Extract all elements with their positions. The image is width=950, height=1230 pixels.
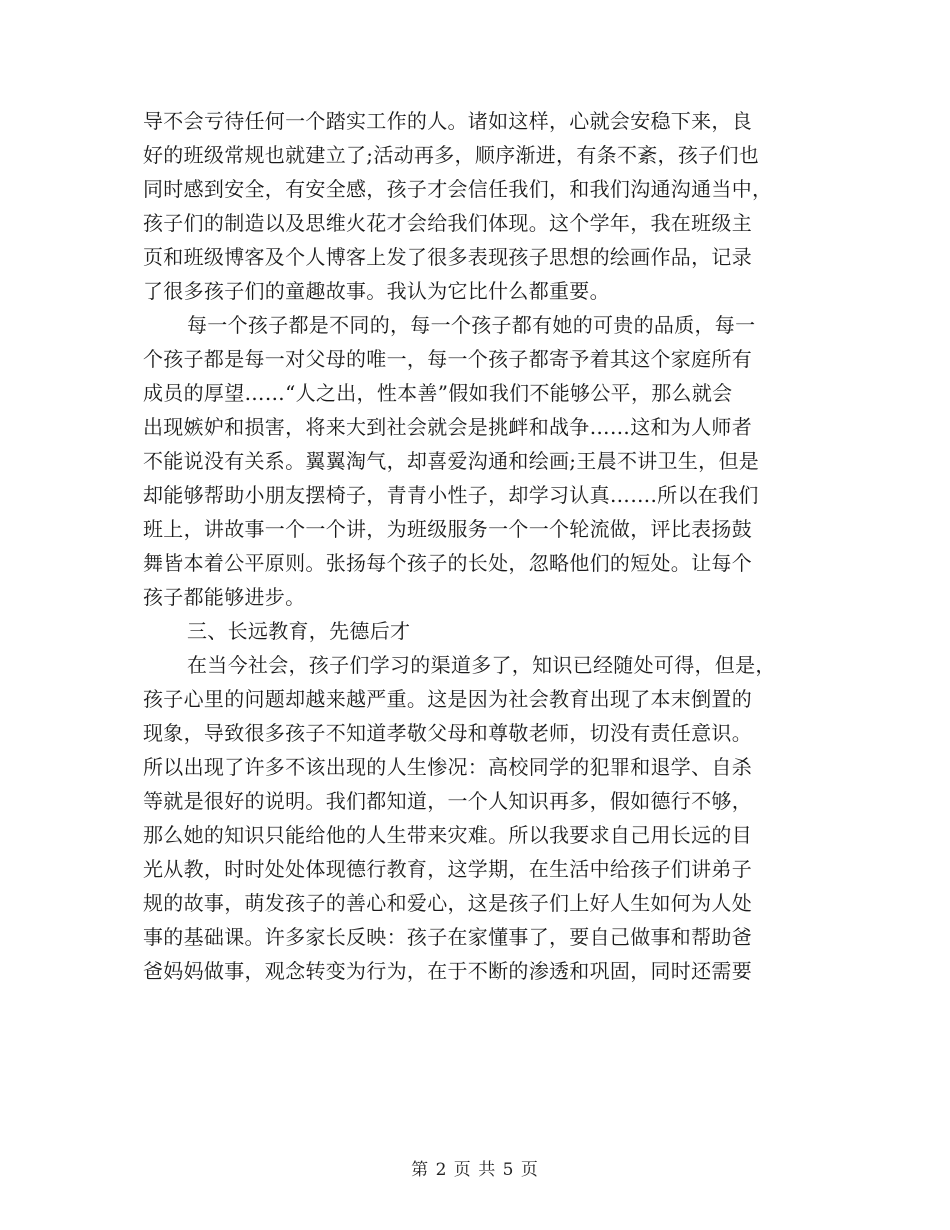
text-line: 等就是很好的说明。我们都知道，一个人知识再多，假如德行不够，	[143, 789, 752, 813]
text-line: 页和班级博客及个人博客上发了很多表现孩子思想的绘画作品，记录	[143, 245, 752, 269]
text-line: 却能够帮助小朋友摆椅子，青青小性子，却学习认真…….所以在我们	[143, 483, 759, 507]
text-line: 光从教，时时处处体现德行教育，这学期，在生活中给孩子们讲弟子	[143, 857, 752, 881]
text-line: 了很多孩子们的童趣故事。我认为它比什么都重要。	[143, 279, 610, 303]
text-line: 所以出现了许多不该出现的人生惨况：高校同学的犯罪和退学、自杀	[143, 755, 752, 779]
text-line: 在当今社会，孩子们学习的渠道多了，知识已经随处可得，但是，	[187, 653, 776, 677]
text-line: 个孩子都是每一对父母的唯一，每一个孩子都寄予着其这个家庭所有	[143, 347, 752, 371]
text-line: 出现嫉妒和损害，将来大到社会就会是挑衅和战争……这和为人师者	[143, 415, 752, 439]
text-line: 三、长远教育，先德后才	[187, 619, 411, 643]
text-line: 每一个孩子都是不同的，每一个孩子都有她的可贵的品质，每一	[187, 313, 756, 337]
text-line: 不能说没有关系。翼翼淘气，却喜爱沟通和绘画;王晨不讲卫生，但是	[143, 449, 760, 473]
text-line: 好的班级常规也就建立了;活动再多，顺序渐进，有条不紊，孩子们也	[143, 143, 760, 167]
text-line: 孩子们的制造以及思维火花才会给我们体现。这个学年，我在班级主	[143, 211, 752, 235]
page-footer: 第 2 页 共 5 页	[411, 1160, 539, 1180]
text-line: 现象，导致很多孩子不知道孝敬父母和尊敬老师，切没有责任意识。	[143, 721, 752, 745]
text-line: 爸妈妈做事，观念转变为行为，在于不断的渗透和巩固，同时还需要	[143, 959, 752, 983]
text-line: 同时感到安全，有安全感，孩子才会信任我们，和我们沟通沟通当中，	[143, 177, 773, 201]
text-line: 导不会亏待任何一个踏实工作的人。诸如这样，心就会安稳下来，良	[143, 109, 752, 133]
text-line: 舞皆本着公平原则。张扬每个孩子的长处，忽略他们的短处。让每个	[143, 551, 752, 575]
text-line: 那么她的知识只能给他的人生带来灾难。所以我要求自己用长远的目	[143, 823, 752, 847]
text-line: 成员的厚望……“人之出，性本善”假如我们不能够公平，那么就会	[143, 381, 733, 405]
text-line: 事的基础课。许多家长反映：孩子在家懂事了，要自己做事和帮助爸	[143, 925, 752, 949]
text-line: 规的故事，萌发孩子的善心和爱心，这是孩子们上好人生如何为人处	[143, 891, 752, 915]
body-text	[143, 104, 813, 988]
text-line: 班上，讲故事一个一个讲，为班级服务一个一个轮流做，评比表扬鼓	[143, 517, 752, 541]
text-line: 孩子都能够进步。	[143, 585, 306, 609]
text-line: 孩子心里的问题却越来越严重。这是因为社会教育出现了本末倒置的	[143, 687, 752, 711]
